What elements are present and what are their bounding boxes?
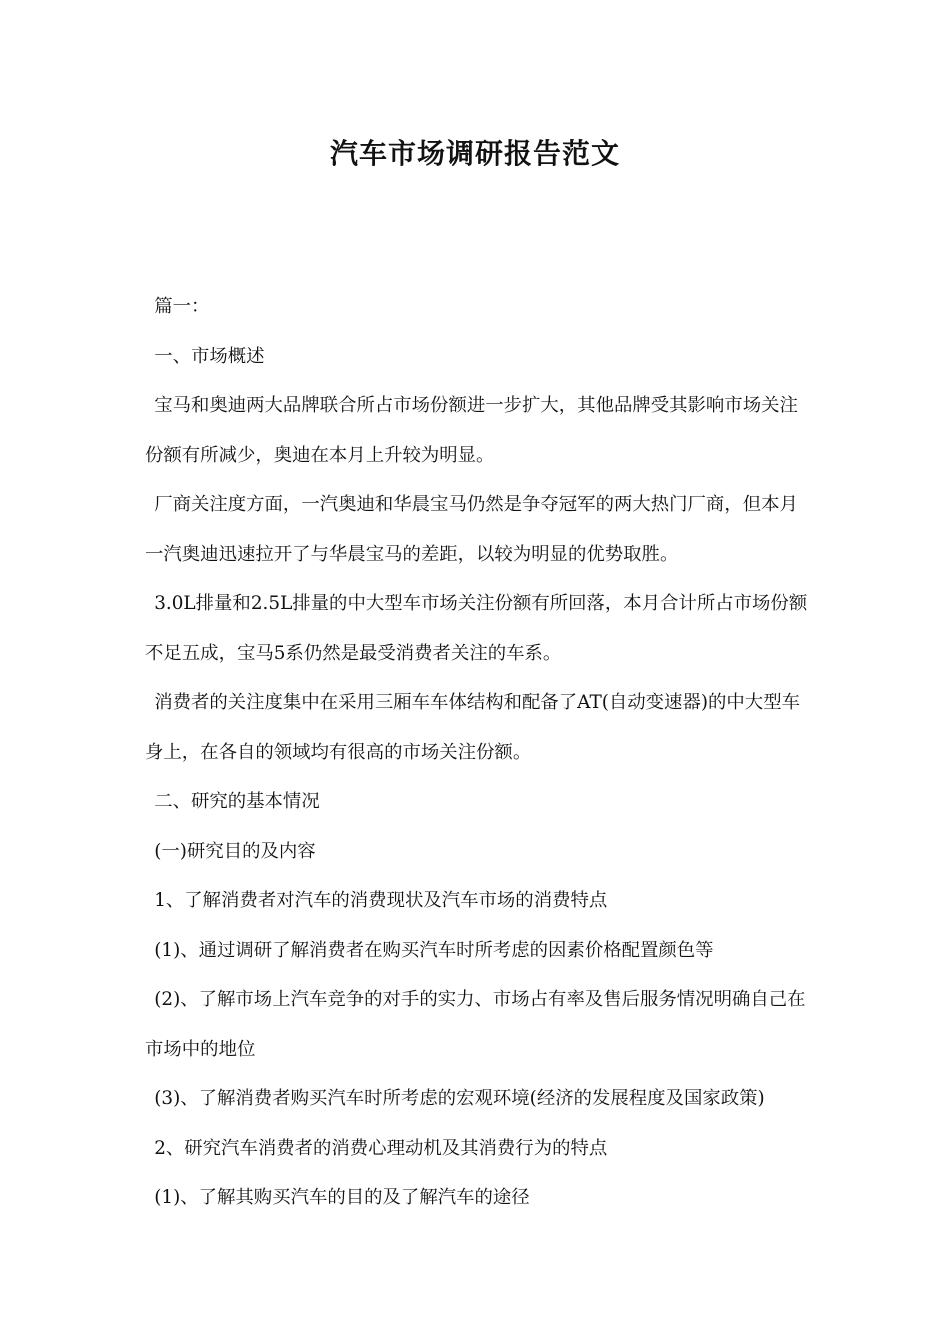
list-item: (2)、了解市场上汽车竞争的对手的实力、市场占有率及售后服务情况明确自己在市场中的地位 [145,989,806,1060]
list-item: (1)、了解其购买汽车的目的及了解汽车的途径 [154,1187,530,1208]
list-item: (1)、通过调研了解消费者在购买汽车时所考虑的因素价格配置颜色等 [154,939,714,961]
subheading-research-purpose: (一)研究目的及内容 [154,840,316,862]
document-title: 汽车市场调研报告范文 [329,137,620,170]
heading-market-overview: 一、市场概述 [154,345,265,367]
paragraph: 宝马和奥迪两大品牌联合所占市场份额进一步扩大，其他品牌受其影响市场关注份额有所减少，奥迪在本月上升较为明显。 [145,395,798,466]
paragraph: 厂商关注度方面，一汽奥迪和华晨宝马仍然是争夺冠军的两大热门厂商，但本月一汽奥迪迅速拉开了与华晨宝马的差距，以较为明显的优势取胜。 [145,494,798,565]
paragraph: 消费者的关注度集中在采用三厢车车体结构和配备了AT(自动变速器)的中大型车身上，在各自的领域均有很高的市场关注份额。 [145,692,800,763]
section-label: 篇一： [154,296,210,317]
list-item: 1、了解消费者对汽车的消费现状及汽车市场的消费特点 [154,890,608,911]
list-item: (3)、了解消费者购买汽车时所考虑的宏观环境(经济的发展程度及国家政策) [154,1088,765,1109]
document-body [145,282,809,1223]
paragraph: 3.0L排量和2.5L排量的中大型车市场关注份额有所回落，本月合计所占市场份额不足五成，宝马5系仍然是最受消费者关注的车系。 [145,593,808,664]
heading-research-basics: 二、研究的基本情况 [154,791,320,812]
list-item: 2、研究汽车消费者的消费心理动机及其消费行为的特点 [154,1137,608,1159]
